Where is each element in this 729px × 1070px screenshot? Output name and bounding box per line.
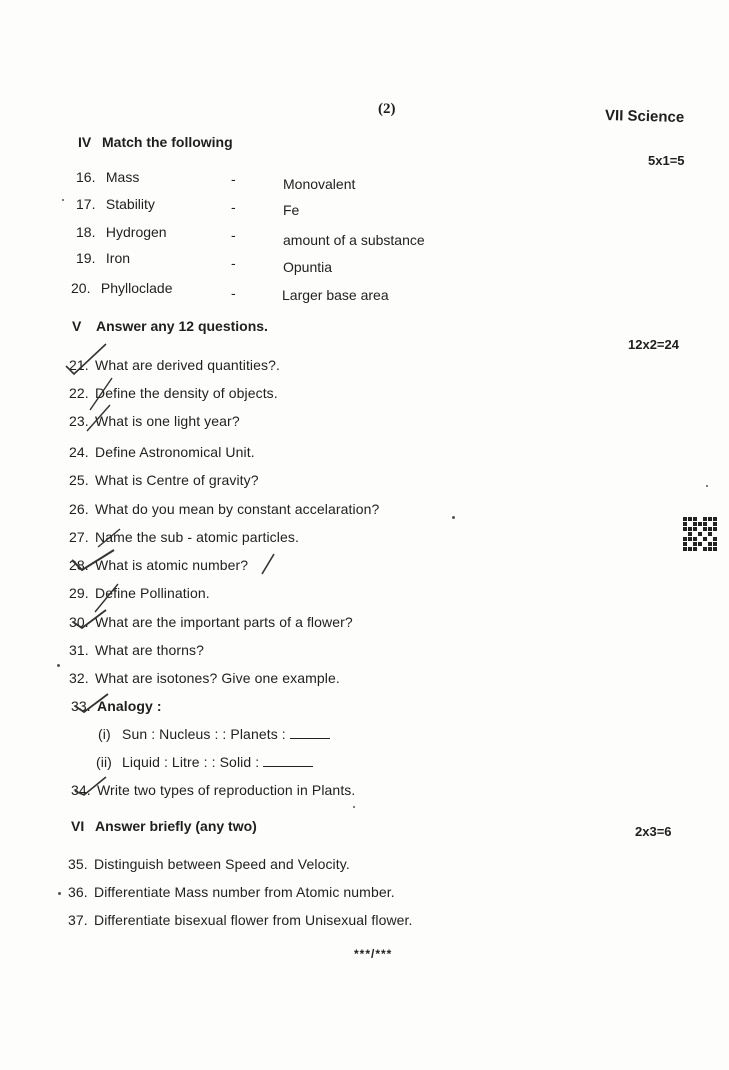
match-row-18-left [76,224,167,240]
analogy-item-2: (ii) Liquid : Litre : : Solid : [96,754,313,770]
match-left-term: Phylloclade [100,280,173,296]
section-v-numeral: V [72,318,82,334]
question-31: 31. What are thorns? [69,642,204,658]
scan-speck [706,485,708,487]
match-left-term: Mass [105,169,140,185]
scan-speck [62,199,64,201]
question-22: 22. Define the density of objects. [69,385,278,401]
question-26: 26. What do you mean by constant accelaration? [69,501,380,517]
question-number: 17. [76,196,96,212]
question-33: 33. Analogy : [71,698,162,714]
question-34: 34. Write two types of reproduction in Plants. [71,782,356,798]
answer-blank [290,726,330,739]
question-21: 21. What are derived quantities?. [69,357,281,373]
scan-speck [57,664,60,667]
subject-title: VII Science [604,106,685,127]
match-right-term: Larger base area [282,287,389,303]
question-28: 28. What is atomic number? [69,557,249,573]
section-v-title: Answer any 12 questions. [96,318,268,334]
match-dash: - [231,227,236,243]
match-right-term: amount of a substance [283,232,425,248]
section-v-marks: 12x2=24 [628,337,679,352]
answer-blank [263,754,313,767]
pen-tick-mark-icon [68,548,118,574]
page-footer: ***/*** [354,947,393,961]
match-row-16-left [76,169,139,185]
scan-speck [58,892,61,895]
pen-tick-mark-icon [70,606,110,632]
match-dash: - [231,255,236,271]
pen-tick-mark-icon [84,401,114,437]
question-30: 30. What are the important parts of a flower? [69,614,353,630]
question-29: 29. Define Pollination. [69,585,210,601]
match-dash: - [231,199,236,215]
match-row-17-left [76,196,155,212]
match-left-term: Iron [105,250,131,266]
question-number: 19. [76,250,96,266]
question-23: 23. What is one light year? [69,413,240,429]
match-right-term: Opuntia [283,259,333,275]
section-vi-numeral: VI [71,818,85,834]
match-left-term: Hydrogen [105,224,167,240]
match-right-term: Fe [283,202,300,218]
question-number: 18. [76,224,96,240]
question-36: 36. Differentiate Mass number from Atomic number. [68,884,395,900]
scan-speck [452,516,455,519]
question-number: 16. [76,169,96,185]
question-32: 32. What are isotones? Give one example. [69,670,340,686]
question-24: 24. Define Astronomical Unit. [69,444,255,460]
section-vi-title: Answer briefly (any two) [95,818,257,834]
match-dash: - [231,285,236,301]
match-row-19-left [76,250,130,266]
section-iv-title: Match the following [102,134,233,150]
section-v-heading [72,318,268,334]
section-vi-marks: 2x3=6 [635,824,672,839]
question-number: 20. [71,280,91,296]
match-dash: - [231,171,236,187]
qr-code-icon [683,517,717,551]
section-iv-numeral: IV [78,134,92,150]
match-left-term: Stability [105,196,155,212]
question-27: 27. Name the sub - atomic particles. [69,529,299,545]
pen-tick-mark-icon [72,690,112,716]
section-vi-heading [71,818,257,834]
question-25: 25. What is Centre of gravity? [69,472,259,488]
scan-speck [353,806,355,808]
match-right-term: Monovalent [283,176,356,192]
page-number: (2) [378,101,396,117]
analogy-item-1: (i) Sun : Nucleus : : Planets : [98,726,330,742]
section-iv-heading [78,134,233,150]
pen-tick-mark-icon [258,552,278,576]
question-37: 37. Differentiate bisexual flower from Unisexual flower. [68,912,413,928]
match-row-20-left [71,280,173,296]
pen-tick-mark-icon [72,773,112,799]
question-35: 35. Distinguish between Speed and Velocity. [68,856,350,872]
section-iv-marks: 5x1=5 [648,153,685,168]
